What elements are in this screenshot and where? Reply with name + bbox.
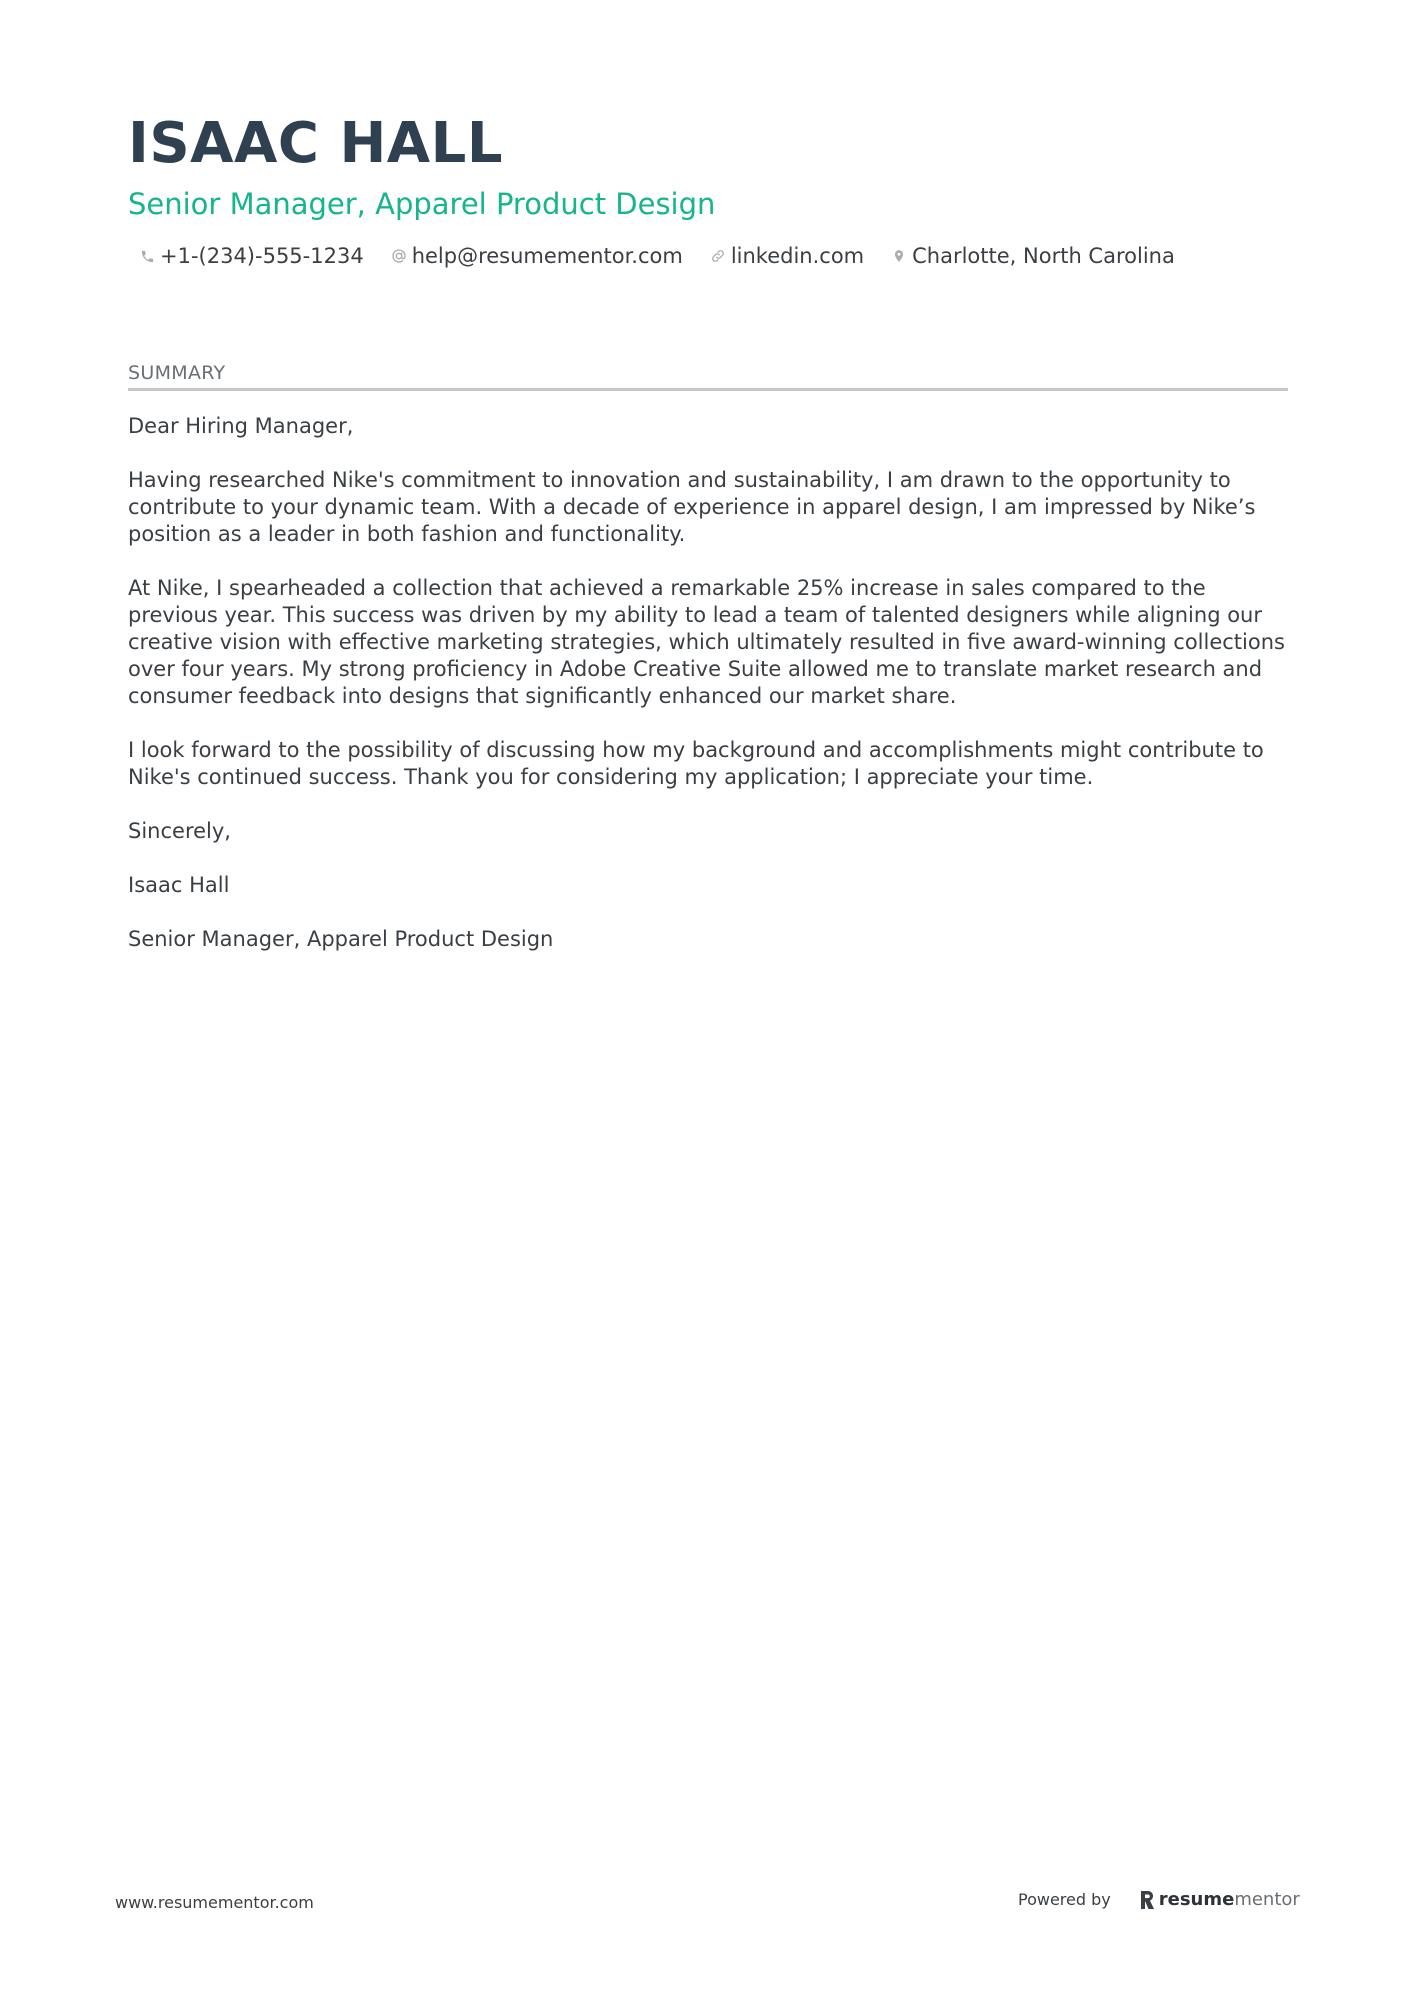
contact-phone xyxy=(138,244,364,268)
contact-location xyxy=(890,244,1175,268)
letter-closing: Sincerely, xyxy=(128,819,231,843)
email-link[interactable]: help@resumementor.com xyxy=(411,244,683,268)
letter-paragraph: At Nike, I spearheaded a collection that achieved a remarkable 25% increase in sales compared to the previous year. This success was driven by my ability to lead a team of talented designers while aligning our creative vision with effective marketing strategies, which ultimately resulted in five award-winning collections over four years. My strong proficiency in Adobe Creative Suite allowed me to translate market research and consumer feedback into designs that significantly enhanced our market share. xyxy=(128,576,1285,708)
candidate-name: ISAAC HALL xyxy=(128,111,504,176)
job-title: Senior Manager, Apparel Product Design xyxy=(128,187,716,221)
phone-icon xyxy=(138,247,156,265)
linkedin-link[interactable]: linkedin.com xyxy=(730,244,865,268)
letter-paragraph: I look forward to the possibility of discussing how my background and accomplishments might contribute to Nike's continued success. Thank you for considering my application; I appreciate your time. xyxy=(128,738,1264,789)
resumementor-logo-icon xyxy=(1139,1890,1155,1910)
letter-signature-title: Senior Manager, Apparel Product Design xyxy=(128,927,554,951)
letter-salutation: Dear Hiring Manager, xyxy=(128,414,354,438)
brand-name-light: mentor xyxy=(1234,1889,1300,1910)
section-heading-summary: SUMMARY xyxy=(128,360,1288,391)
location-text: Charlotte, North Carolina xyxy=(912,244,1175,268)
contact-bar xyxy=(128,244,1288,268)
cover-letter-body xyxy=(128,413,1288,953)
phone-number[interactable]: +1-(234)-555-1234 xyxy=(160,244,364,268)
summary-section xyxy=(128,360,1288,980)
letter-signature-name: Isaac Hall xyxy=(128,873,230,897)
powered-by-label: Powered by xyxy=(1018,1890,1111,1909)
contact-email xyxy=(390,244,683,268)
footer-website-link[interactable]: www.resumementor.com xyxy=(115,1893,314,1912)
powered-by-badge[interactable] xyxy=(1018,1889,1300,1910)
letter-paragraph: Having researched Nike's commitment to innovation and sustainability, I am drawn to the opportunity to contribute to your dynamic team. With a decade of experience in apparel design, I am impressed by Nike’s position as a leader in both fashion and functionality. xyxy=(128,468,1256,546)
location-pin-icon xyxy=(890,247,908,265)
link-icon xyxy=(709,247,727,265)
contact-linkedin xyxy=(709,244,864,268)
brand-logo xyxy=(1139,1889,1300,1910)
at-icon xyxy=(390,247,408,265)
brand-name-bold: resume xyxy=(1158,1889,1235,1910)
resume-header xyxy=(128,108,1288,268)
